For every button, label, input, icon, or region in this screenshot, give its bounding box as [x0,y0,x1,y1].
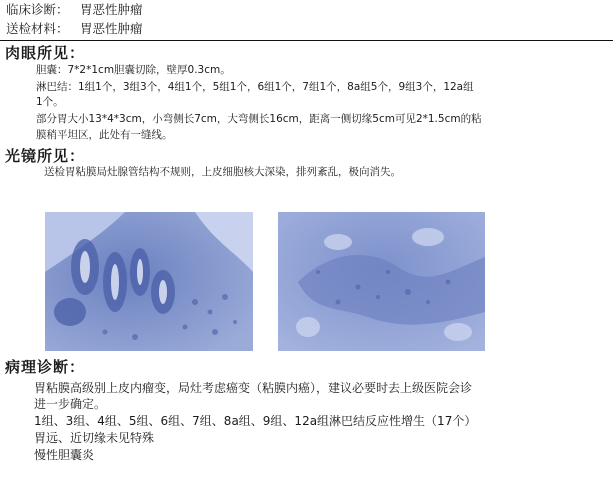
submitted-material-value: 胃恶性肿瘤 [79,21,143,36]
clinical-diagnosis-row [6,2,143,17]
lymph-node-text-2: 1个。 [36,96,64,108]
microscopic-findings-title: 光镜所见： [5,147,86,165]
pathological-diagnosis-title: 病理诊断： [5,358,86,376]
diagnosis-line-2: 进一步确定。 [34,397,107,411]
submitted-material-row [6,21,143,36]
micrograph-left-svg [45,212,253,351]
diagnosis-line-3: 1组、3组、4组、5组、6组、7组、8a组、9组、12a组淋巴结反应性增生（17个） [34,414,477,428]
diagnosis-line-1: 胃粘膜高级别上皮内瘤变，局灶考虑癌变（粘膜内癌），建议必要时去上级医院会诊 [34,381,473,395]
clinical-diagnosis-label: 临床诊断： [6,2,69,17]
header-divider [0,40,613,41]
microscopic-text: 送检胃粘膜局灶腺管结构不规则，上皮细胞核大深染，排列紊乱，极向消失。 [44,166,401,178]
gallbladder-text: 胆囊：7*2*1cm胆囊切除，壁厚0.3cm。 [36,64,231,76]
micrograph-right-svg [278,212,485,351]
diagnosis-line-4: 胃远、近切缘未见特殊 [34,431,155,445]
submitted-material-label: 送检材料： [6,21,69,36]
lymph-node-text-1: 淋巴结：1组1个，3组3个，4组1个，5组1个，6组1个，7组1个，8a组5个，9组3个，12a组 [36,81,474,93]
clinical-diagnosis-value: 胃恶性肿瘤 [79,2,143,17]
stomach-text-2: 膜稍平坦区，此处有一缝线。 [36,129,173,141]
micrograph-left [45,212,253,351]
stomach-text-1: 部分胃大小13*4*3cm，小弯侧长7cm，大弯侧长16cm，距离一侧切缘5cm可见2*1.5cm的粘 [36,113,482,125]
diagnosis-line-5: 慢性胆囊炎 [34,448,95,462]
micrograph-right [278,212,485,351]
gross-findings-title: 肉眼所见： [5,44,86,62]
